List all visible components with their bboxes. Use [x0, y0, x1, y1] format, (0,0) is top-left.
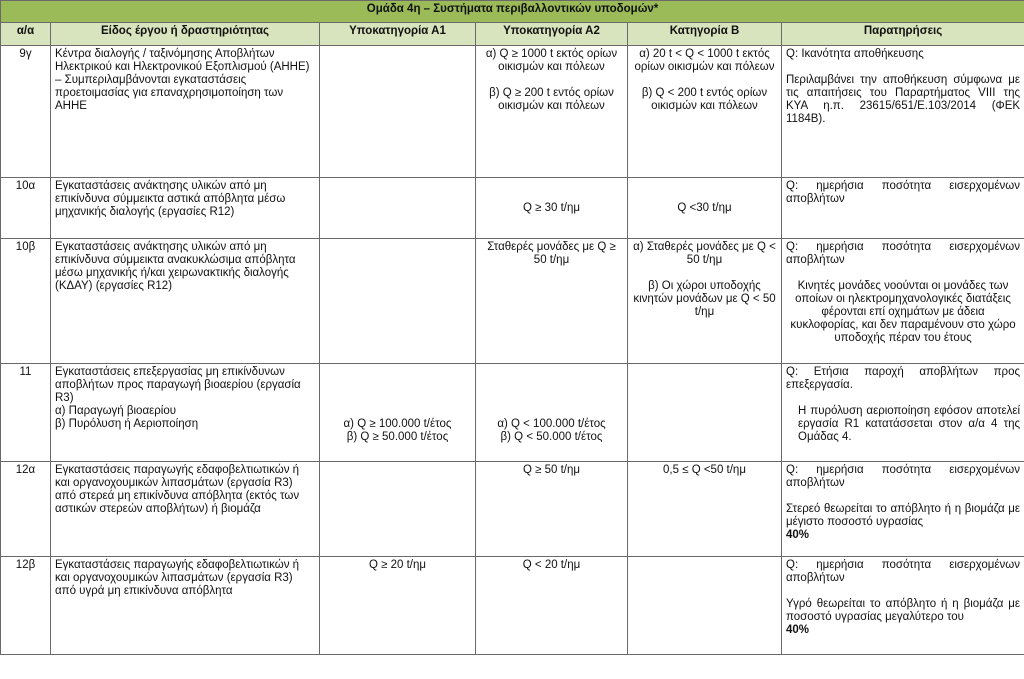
b-item: α) Σταθερές μονάδες με Q < 50 t/ημ	[633, 241, 776, 266]
row-id: 12α	[1, 462, 51, 557]
row-a1	[320, 462, 476, 557]
row-description	[51, 364, 320, 462]
row-a1	[320, 178, 476, 239]
row-notes	[782, 557, 1024, 655]
table-row	[1, 462, 1024, 557]
note-text: Q: Ετήσια παροχή αποβλήτων προς επεξεργασία.	[786, 366, 1021, 391]
note-text: Η πυρόλυση αεριοποίηση εφόσον αποτελεί εργασία R1 κατατάσσεται στον α/α 4 της Ομάδας 4.	[798, 405, 1021, 443]
row-description: Εγκαταστάσεις ανάκτησης υλικών από μη επικίνδυνα σύμμεικτα ανακυκλώσιμα απόβλητα μέσω μηχανικής ή/και χειρωνακτικής διαλογής (ΚΔΑΥ) (εργασίες R12)	[51, 239, 320, 364]
row-notes	[782, 46, 1024, 178]
b-item: β) Οι χώροι υποδοχής κινητών μονάδων με Q < 50 t/ημ	[633, 280, 776, 318]
table-row	[1, 364, 1024, 462]
note-text: Q: ημερήσια ποσότητα εισερχομένων αποβλήτων	[786, 241, 1021, 266]
desc-option: β) Πυρόλυση ή Αεριοποίηση	[55, 418, 199, 430]
header-category-b: Κατηγορία Β	[628, 23, 782, 46]
desc-text: Εγκαταστάσεις επεξεργασίας μη επικίνδυνων αποβλήτων προς παραγωγή βιοαερίου (εργασία R3)	[55, 366, 301, 404]
row-id: 10β	[1, 239, 51, 364]
row-description: Εγκαταστάσεις παραγωγής εδαφοβελτιωτικών ή και οργανοχουμικών λιπασμάτων (εργασία R3) από υγρά μη επικίνδυνα απόβλητα	[51, 557, 320, 655]
header-notes: Παρατηρήσεις	[782, 23, 1024, 46]
note-text: Περιλαμβάνει την αποθήκευση σύμφωνα με τις απαιτήσεις του Παραρτήματος VIII της ΚΥΑ η.π. 23615/651/Ε.103/2014 (ΦΕΚ 1184Β).	[786, 74, 1021, 125]
row-notes: Q: ημερήσια ποσότητα εισερχομένων αποβλήτων	[782, 178, 1024, 239]
table-row	[1, 239, 1024, 364]
desc-option: α) Παραγωγή βιοαερίου	[55, 405, 177, 417]
row-notes	[782, 364, 1024, 462]
row-b	[628, 239, 782, 364]
row-description: Εγκαταστάσεις παραγωγής εδαφοβελτιωτικών ή και οργανοχουμικών λιπασμάτων (εργασία R3) από στερεά μη επικίνδυνα απόβλητα (εκτός των αστικών στερεών αποβλήτων) ή βιομάζα	[51, 462, 320, 557]
note-text: Στερεό θεωρείται το απόβλητο ή η βιομάζα με μέγιστο ποσοστό υγρασίας	[786, 503, 1021, 528]
row-notes	[782, 462, 1024, 557]
row-a2: Σταθερές μονάδες με Q ≥ 50 t/ημ	[476, 239, 628, 364]
note-text: Q: ημερήσια ποσότητα εισερχομένων αποβλήτων	[786, 559, 1021, 584]
row-a2	[476, 364, 628, 462]
a2-item: β) Q ≥ 200 t εντός ορίων οικισμών και πόλεων	[489, 87, 614, 112]
table-row	[1, 178, 1024, 239]
row-a1	[320, 364, 476, 462]
table-header-row	[1, 23, 1024, 46]
row-id: 9γ	[1, 46, 51, 178]
header-aa: α/α	[1, 23, 51, 46]
row-a1	[320, 46, 476, 178]
a1-item: β) Q ≥ 50.000 t/έτος	[346, 431, 449, 443]
b-item: β) Q < 200 t εντός ορίων οικισμών και πόλεων	[641, 87, 768, 112]
a2-item: α) Q ≥ 1000 t εκτός ορίων οικισμών και πόλεων	[485, 48, 618, 73]
row-b	[628, 46, 782, 178]
note-text: Q: Ικανότητα αποθήκευσης	[786, 48, 924, 60]
row-a2: Q < 20 t/ημ	[476, 557, 628, 655]
row-a1: Q ≥ 20 t/ημ	[320, 557, 476, 655]
row-id: 10α	[1, 178, 51, 239]
row-a2: Q ≥ 50 t/ημ	[476, 462, 628, 557]
table-title: Ομάδα 4η – Συστήματα περιβαλλοντικών υποδομών*	[1, 1, 1024, 23]
header-project-type: Είδος έργου ή δραστηριότητας	[51, 23, 320, 46]
row-description: Κέντρα διαλογής / ταξινόμησης Αποβλήτων Ηλεκτρικού και Ηλεκτρονικού Εξοπλισμού (ΑΗΗΕ) – Συμπεριλαμβάνονται εγκαταστάσεις προετοιμασίας για επαναχρησιμοποίηση των ΑΗΗΕ	[51, 46, 320, 178]
table-row	[1, 557, 1024, 655]
row-a2: Q ≥ 30 t/ημ	[476, 178, 628, 239]
row-notes	[782, 239, 1024, 364]
a1-item: α) Q ≥ 100.000 t/έτος	[343, 418, 452, 430]
row-b: 0,5 ≤ Q <50 t/ημ	[628, 462, 782, 557]
header-subcategory-a1: Υποκατηγορία Α1	[320, 23, 476, 46]
note-text: Q: ημερήσια ποσότητα εισερχομένων αποβλήτων	[786, 464, 1021, 489]
row-b	[628, 557, 782, 655]
row-a2	[476, 46, 628, 178]
note-text: 40%	[786, 529, 810, 541]
table-row	[1, 46, 1024, 178]
note-text: 40%	[786, 624, 810, 636]
table-title-row	[1, 1, 1024, 23]
b-item: α) 20 t < Q < 1000 t εκτός ορίων οικισμών και πόλεων	[634, 48, 775, 73]
a2-item: α) Q < 100.000 t/έτος	[497, 418, 606, 430]
row-id: 12β	[1, 557, 51, 655]
row-a1	[320, 239, 476, 364]
row-b	[628, 364, 782, 462]
header-subcategory-a2: Υποκατηγορία Α2	[476, 23, 628, 46]
row-id: 11	[1, 364, 51, 462]
row-description: Εγκαταστάσεις ανάκτησης υλικών από μη επικίνδυνα σύμμεικτα αστικά απόβλητα μέσω μηχανικής διαλογής (εργασίες R12)	[51, 178, 320, 239]
row-b: Q <30 t/ημ	[628, 178, 782, 239]
a2-item: β) Q < 50.000 t/έτος	[500, 431, 603, 443]
note-text: Υγρό θεωρείται το απόβλητο ή η βιομάζα με ποσοστό υγρασίας μεγαλύτερο του	[786, 598, 1021, 623]
note-text: Κινητές μονάδες νοούνται οι μονάδες των οποίων οι ηλεκτρομηχανολογικές διατάξεις φέρονται επί οχημάτων με άδεια κυκλοφορίας, και δεν παραμένουν στο χώρο υποδοχής πέραν του έτους	[790, 280, 1016, 344]
